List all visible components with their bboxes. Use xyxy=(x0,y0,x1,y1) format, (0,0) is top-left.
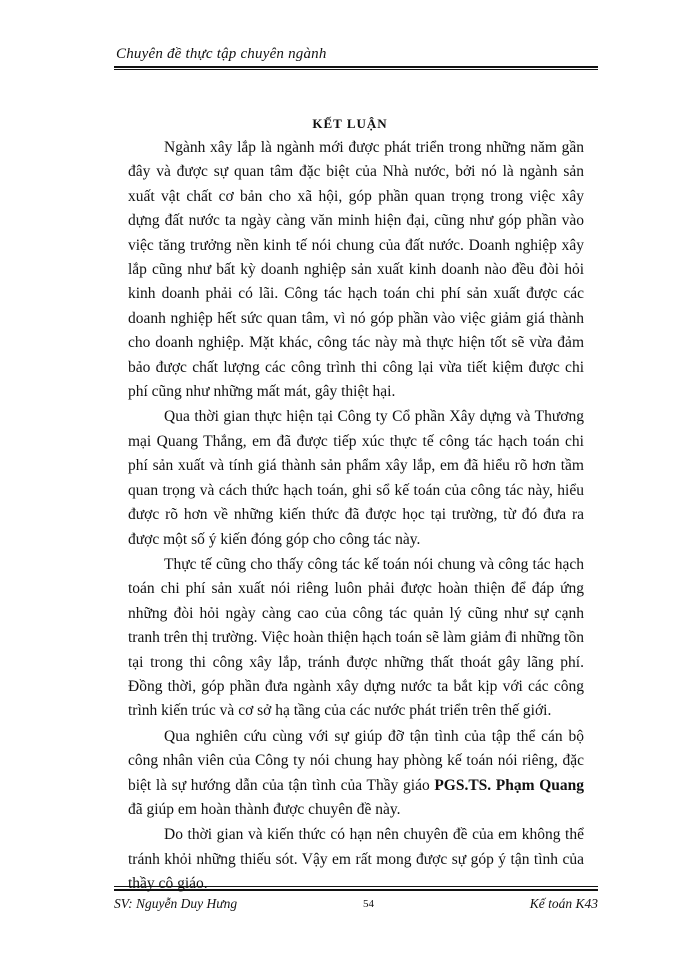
paragraph-4 xyxy=(128,725,584,823)
footer-student: SV: Nguyễn Duy Hưng xyxy=(114,896,238,911)
paragraph-4-text-end: đã giúp em hoàn thành được chuyên đề này. xyxy=(128,800,401,818)
paragraph-4-text-start: Qua nghiên cứu cùng với sự giúp đỡ tận tình của tập thể cán bộ công nhân viên của Công ty nói chung hay phòng kế toán nói riêng, đặc biệt là sự hướng dẫn của tận tình của Thầy giáo xyxy=(128,727,584,794)
advisor-name: PGS.TS. Phạm Quang xyxy=(434,776,584,794)
paragraph-1: Ngành xây lắp là ngành mới được phát triển trong những năm gần đây và được sự quan tâm đặc biệt của Nhà nước, bởi nó là ngành sản xuất vật chất cơ bản cho xã hội, góp phần quan trọng trong việc xây dựng đất nước ta ngày càng văn minh hiện đại, cũng như góp phần vào việc tăng trưởng nền kinh tế nói chung của đất nước. Doanh nghiệp xây lắp cũng như bất kỳ doanh nghiệp sản xuất kinh doanh nào đều đòi hỏi kinh doanh phải có lãi. Công tác hạch toán chi phí sản xuất được các doanh nghiệp hết sức quan tâm, vì nó góp phần vào việc giảm giá thành cho doanh nghiệp. Mặt khác, công tác này mà thực hiện tốt sẽ vừa đảm bảo được chất lượng các công trình thi công lại vừa tiết kiệm được chi phí cũng như những mất mát, gây thiệt hại. xyxy=(128,139,584,401)
page-number: 54 xyxy=(363,898,374,910)
footer-class: Kế toán K43 xyxy=(529,896,598,911)
paragraph-5: Do thời gian và kiến thức có hạn nên chuyên đề của em không thể tránh khỏi những thiếu sót. Vậy em rất mong được sự góp ý tận tình của thầy cô giáo. xyxy=(128,826,584,893)
header-title: Chuyên đề thực tập chuyên ngành xyxy=(116,46,327,62)
footer-rule-bottom xyxy=(114,889,598,891)
footer-rule-top xyxy=(114,886,598,887)
header-rule-top xyxy=(114,66,598,68)
section-heading: KẾT LUẬN xyxy=(312,116,388,131)
header-rule-bottom xyxy=(114,69,598,70)
paragraph-3: Thực tế cũng cho thấy công tác kế toán nói chung và công tác hạch toán chi phí sản xuất nói riêng luôn phải được hoàn thiện để đáp ứng những đòi hỏi ngày càng cao của công tác quản lý cũng như sự cạnh tranh trên thị trường. Việc hoàn thiện hạch toán sẽ làm giảm đi những tồn tại trong thi công xây lắp, tránh được những thất thoát gây lãng phí. Đồng thời, góp phần đưa ngành xây dựng nước ta bắt kịp với các công trình kiến trúc và cơ sở hạ tầng của các nước phát triển trên thế giới. xyxy=(128,555,584,720)
document-body xyxy=(128,136,584,897)
paragraph-2: Qua thời gian thực hiện tại Công ty Cổ phần Xây dựng và Thương mại Quang Thắng, em đã được tiếp xúc thực tế công tác hạch toán chi phí sản xuất và tính giá thành sản phẩm xây lắp, em đã hiểu rõ hơn tầm quan trọng và cách thức hạch toán, ghi sổ kế toán của công tác này, hiểu được rõ hơn về những kiến thức đã được học tại trường, từ đó đưa ra được một số ý kiến đóng góp cho công tác này. xyxy=(128,408,584,548)
